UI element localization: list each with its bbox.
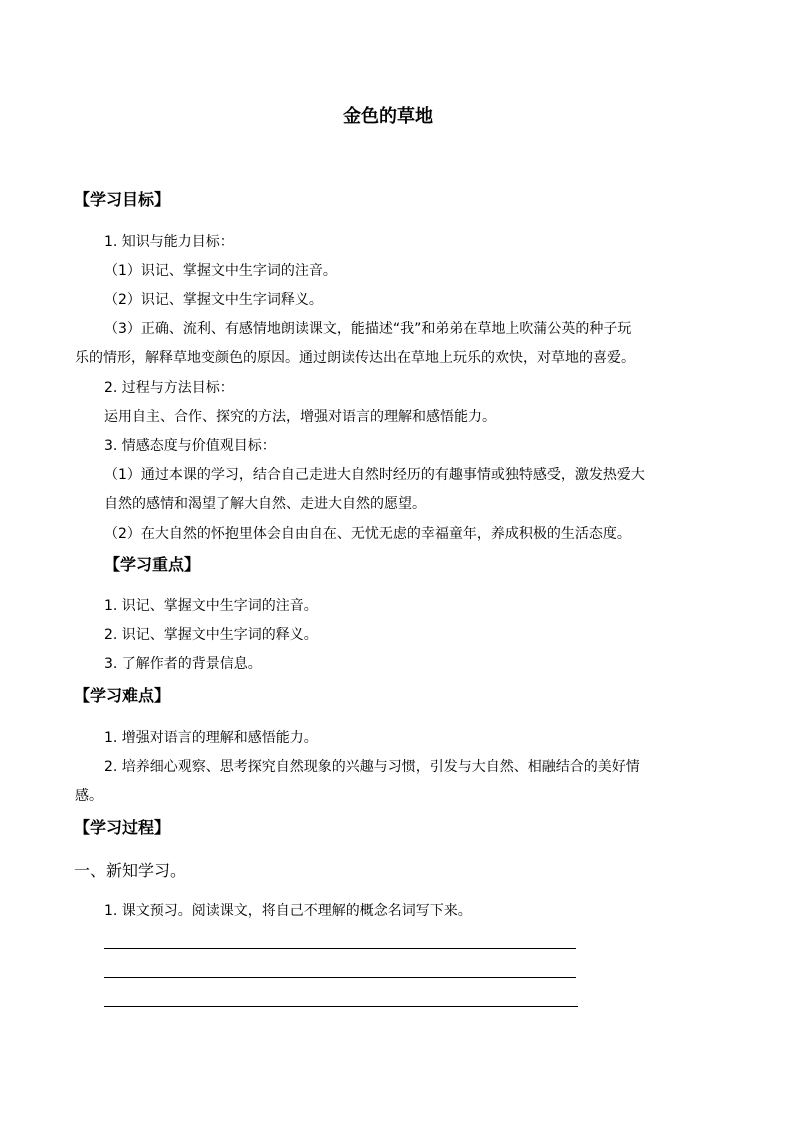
key-point-item-1: 1. 识记、掌握文中生字词的注音。	[104, 598, 318, 614]
difficulty-item-2-line-1: 2. 培养细心观察、思考探究自然现象的兴趣与习惯，引发与大自然、相融结合的美好情	[104, 759, 640, 775]
answer-line-3[interactable]	[104, 1006, 578, 1007]
section-heading-difficulties: 【学习难点】	[74, 686, 171, 705]
goal-knowledge-item-3-line-1: （3）正确、流利、有感情地朗读课文，能描述“我”和弟弟在草地上吹蒲公英的种子玩	[104, 321, 632, 337]
goal-emotion-item-2: （2）在大自然的怀抱里体会自由自在、无忧无虑的幸福童年，养成积极的生活态度。	[104, 526, 631, 542]
goal-process-text: 运用自主、合作、探究的方法，增强对语言的理解和感悟能力。	[104, 409, 496, 425]
goal-emotion-item-1-line-1: （1）通过本课的学习，结合自己走进大自然时经历的有趣事情或独特感受，激发热爱大	[104, 467, 645, 483]
key-point-item-2: 2. 识记、掌握文中生字词的释义。	[104, 627, 318, 643]
goal-knowledge-item-2: （2）识记、掌握文中生字词释义。	[104, 292, 323, 308]
goal-knowledge-heading: 1. 知识与能力目标：	[104, 234, 234, 250]
difficulty-item-1: 1. 增强对语言的理解和感悟能力。	[104, 730, 318, 746]
goal-emotion-item-1-line-2: 自然的感情和渴望了解大自然、走进大自然的愿望。	[104, 496, 426, 512]
answer-line-1[interactable]	[104, 948, 576, 949]
section-heading-process: 【学习过程】	[74, 818, 171, 837]
answer-line-2[interactable]	[104, 977, 576, 978]
process-part-1-title: 一、新知学习。	[74, 861, 187, 880]
goal-emotion-heading: 3. 情感态度与价值观目标：	[104, 438, 276, 454]
difficulty-item-2-line-2: 感。	[75, 788, 103, 804]
goal-process-heading: 2. 过程与方法目标：	[104, 380, 234, 396]
key-point-item-3: 3. 了解作者的背景信息。	[104, 656, 262, 672]
section-heading-key-points: 【学习重点】	[104, 555, 201, 574]
section-heading-goals: 【学习目标】	[74, 190, 171, 209]
process-task-1: 1. 课文预习。阅读课文，将自己不理解的概念名词写下来。	[104, 903, 472, 919]
goal-knowledge-item-3-line-2: 乐的情形，解释草地变颜色的原因。通过朗读传达出在草地上玩乐的欢快，对草地的喜爱。	[75, 350, 635, 366]
goal-knowledge-item-1: （1）识记、掌握文中生字词的注音。	[104, 263, 337, 279]
document-title: 金色的草地	[343, 106, 433, 127]
